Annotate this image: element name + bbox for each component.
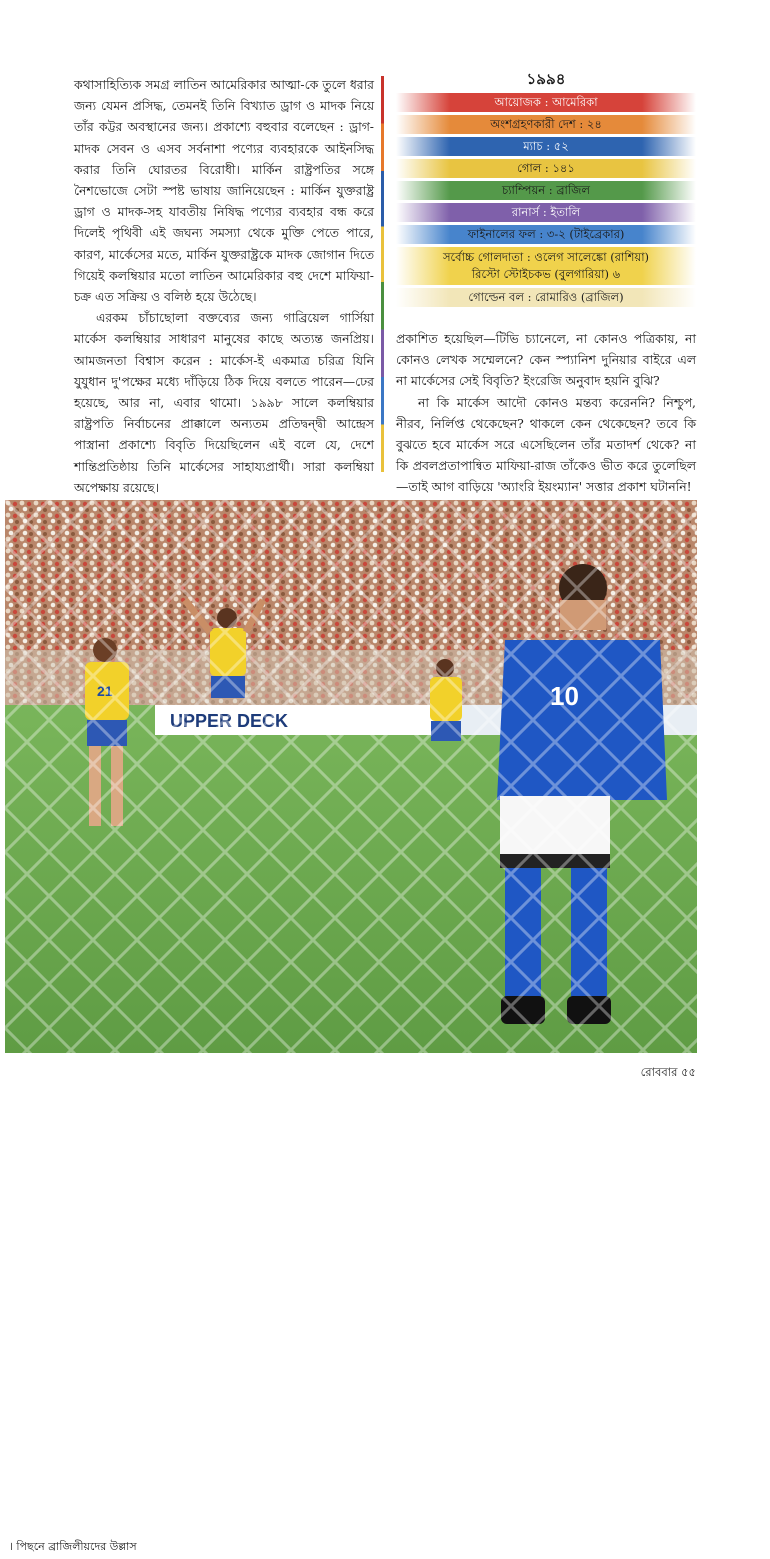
stat-row (396, 93, 696, 112)
stat-label: অংশগ্রহণকারী দেশ : ২৪ (490, 117, 602, 131)
stat-row (396, 203, 696, 222)
stat-row (396, 247, 696, 285)
stat-label: ম্যাচ : ৫২ (523, 139, 569, 153)
page-folio: রোববার ৫৫ (640, 1065, 696, 1079)
stat-label: আয়োজক : আমেরিকা (494, 95, 598, 109)
stat-label: সর্বোচ্চ গোলদাতা : ওলেগ সালেঙ্কো (রাশিয়া) (442, 250, 650, 264)
stat-row (396, 159, 696, 178)
stats-year: ১৯৯৪ (526, 70, 566, 88)
stat-label: ফাইনালের ফল : ৩-২ (টাইব্রেকার) (467, 227, 625, 241)
photo-illustration (5, 500, 697, 1053)
color-divider (381, 76, 384, 472)
photo-caption: । পিছনে ব্রাজিলীয়দের উল্লাস (5, 1536, 143, 1559)
stat-row (396, 137, 696, 156)
stat-row (396, 288, 696, 307)
article-paragraph: কথাসাহিত্যিক সমগ্র লাতিন আমেরিকার আত্মা-কে তুলে ধরার জন্য যেমন প্রসিদ্ধ, তেমনই তিনি বিখ্যাত ড্রাগ ও মাদক নিয়ে তাঁর কট্টর অবস্থানের জন্য। প্রকাশ্যে বহুবার বলেছেন : ড্রাগ-মাদক সেবন ও এসব সর্বনাশা পণ্যের ব্যবহারকে আইনসিদ্ধ করার তিনি ঘোরতর বিরোধী। মার্কিন রাষ্ট্রপতির সঙ্গে নৈশভোজে সেটা স্পষ্ট ভাষায় জানিয়েছেন : মার্কিন যুক্তরাষ্ট্র ড্রাগ ও মাদক-সহ যাবতীয় নিষিদ্ধ পণ্যের ব্যবহার বন্ধ করে দিলেই পৃথিবী এই জঘন্য সমস্যা থেকে মুক্তি পেতে পারে, কারণ, মার্কেসের মতে, মার্কিন যুক্তরাষ্ট্রকে মাদক জোগান দিতে গিয়েই কলম্বিয়ার মতো লাতিন আমেরিকার বহু দেশে মাফিয়া-চক্র এত সক্রিয় ও বলিষ্ঠ হয়ে উঠেছে। (74, 77, 374, 305)
article-paragraph: প্রকাশিত হয়েছিল—টিভি চ্যানেলে, না কোনও পত্রিকায়, না কোনও লেখক সম্মেলনে? কেন স্প্যানিশ দুনিয়ার বাইরে এল না মার্কেসের সেই বিবৃতি? ইংরেজি অনুবাদ হয়নি বুঝি? (396, 331, 696, 389)
stat-row (396, 181, 696, 200)
stat-row (396, 225, 696, 244)
stat-label: গোল্ডেন বল : রোমারিও (ব্রাজিল) (468, 290, 624, 304)
article-paragraph: না কি মার্কেস আদৌ কোনও মন্তব্য করেননি? নিশ্চুপ, নীরব, নির্লিপ্ত থেকেছেন? থাকলে কেন থেকেছেন? তবে কি বুঝতে হবে মার্কেস সরে এসেছিলেন তাঁর মতাদর্শ থেকে? না কি প্রবলপ্রতাপান্বিত মাফিয়া-রাজ তাঁকেও ভীত করে তুলেছিল—তাই আগ বাড়িয়ে 'অ্যাংরি ইয়ংম্যান' সত্তার প্রকাশ ঘটাননি! (396, 394, 696, 495)
stat-label: চ্যাম্পিয়ন : ব্রাজিল (502, 183, 590, 197)
article-column-right (396, 328, 696, 519)
stats-panel (396, 68, 696, 307)
article-paragraph: এরকম চাঁচাছোলা বক্তব্যের জন্য গাব্রিয়েল গার্সিয়া মার্কেস কলম্বিয়ার সাধারণ মানুষের কাছে অত্যন্ত জনপ্রিয়। আমজনতা বিশ্বাস করেন : মার্কেস-ই একমাত্র চরিত্র যিনি যুযুধান দু'পক্ষের মধ্যে দাঁড়িয়ে ঠিক দিয়ে বলতে পারেন—ঢের হয়েছে, আর না, এবার থামো। ১৯৯৮ সালে কলম্বিয়ার রাষ্ট্রপতি নির্বাচনের প্রাক্কালে অন্যতম প্রতিদ্বন্দ্বী আন্দ্রেস পাস্ত্রানা প্রকাশ্যে বিবৃতি দিয়েছিলেন এই বলে যে, দেশে শান্তিপ্রতিষ্ঠায় তিনি মার্কেসের সাহায্যপ্রার্থী। সারা কলম্বিয়া অপেক্ষায় রয়েছে। (74, 310, 374, 495)
stat-row (396, 115, 696, 134)
stats-rows (396, 93, 696, 307)
stat-label: রানার্স : ইতালি (511, 205, 581, 219)
stat-label: গোল : ১৪১ (517, 161, 575, 175)
stat-label-secondary: রিস্টো স্টোইচকভ (বুলগারিয়া) ৬ (471, 267, 621, 281)
